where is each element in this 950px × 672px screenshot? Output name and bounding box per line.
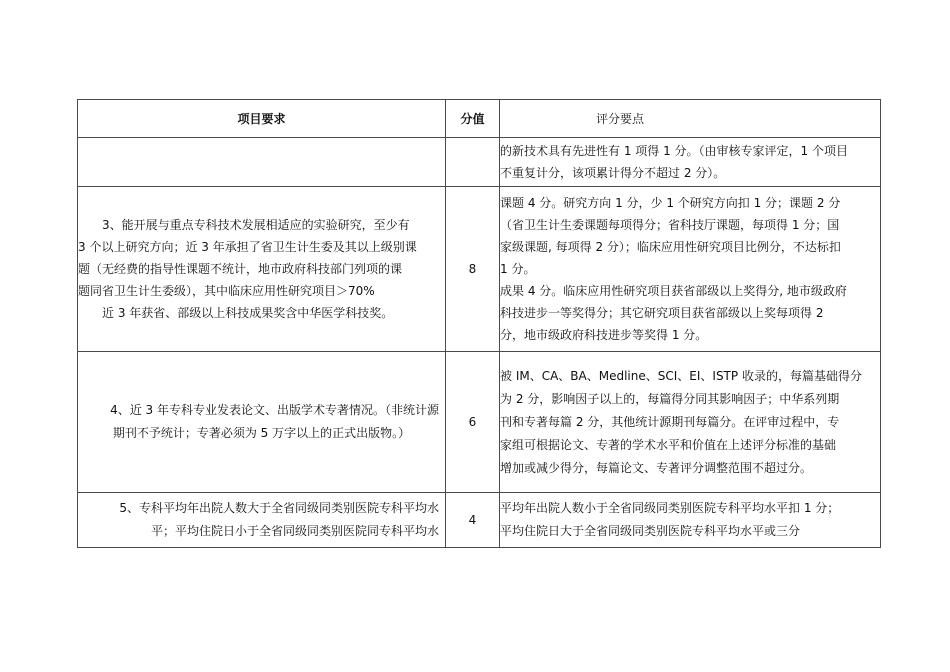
points-line: 不重复计分，该项累计得分不超过 2 分）。	[500, 166, 726, 180]
points-line: 科技进步一等奖得分；其它研究项目获省部级以上奖每项得 2	[500, 306, 824, 320]
requirement-line: 题（无经费的指导性课题不统计，地市政府科技部门列项的课	[78, 262, 403, 276]
points-cell	[500, 138, 881, 187]
score-cell: 6	[446, 352, 500, 493]
table-row	[78, 493, 881, 548]
points-line: 课题 4 分。研究方向 1 分，少 1 个研究方向扣 1 分；课题 2 分	[500, 196, 841, 210]
requirement-line: 近 3 年获省、部级以上科技成果奖含中华医学科技奖。	[102, 306, 394, 320]
points-line: 为 2 分，影响因子以上的，每篇得分同其影响因子；中华系列期	[500, 391, 840, 406]
points-line: 刊和专著每篇 2 分，其他统计源期刊每篇分。在评审过程中，专	[500, 414, 840, 429]
requirement-cell	[78, 138, 446, 187]
requirement-line: 平；平均住院日小于全省同级同类别医院同专科平均水	[150, 524, 439, 538]
requirement-line: 3 个以上研究方向；近 3 年承担了省卫生计生委及其以上级别课	[78, 240, 417, 254]
header-score: 分值	[446, 100, 500, 138]
table-row	[78, 187, 881, 352]
requirement-line: 3、能开展与重点专科技术发展相适应的实验研究，至少有	[102, 218, 410, 232]
points-line: 分，地市级政府科技进步等奖得 1 分。	[500, 328, 708, 342]
table-row	[78, 352, 881, 493]
scoring-table	[77, 99, 881, 548]
points-cell	[500, 187, 881, 352]
points-line: （省卫生计生委课题每项得分；省科技厅课题，每项得 1 分；国	[500, 218, 840, 232]
points-line: 平均年出院人数小于全省同级同类别医院专科平均水平扣 1 分；	[500, 501, 840, 515]
header-requirement: 项目要求	[78, 100, 446, 138]
requirement-line: 4、近 3 年专科专业发表论文、出版学术专著情况。（非统计源	[110, 403, 439, 417]
points-line: 平均住院日大于全省同级同类别医院专科平均水平或三分	[500, 524, 801, 538]
requirement-line: 题同省卫生计生委级），其中临床应用性研究项目＞70%	[78, 284, 375, 298]
points-cell	[500, 352, 881, 493]
points-line: 被 IM、CA、BA、Medline、SCI、EI、ISTP 收录的，每篇基础得分	[500, 368, 862, 383]
table-header-row	[78, 100, 881, 138]
points-line: 成果 4 分。临床应用性研究项目获省部级以上奖得分, 地市级政府	[500, 284, 847, 298]
points-cell	[500, 493, 881, 548]
table-row	[78, 138, 881, 187]
requirement-line: 5、专科平均年出院人数大于全省同级同类别医院专科平均水	[119, 501, 439, 515]
points-line: 家级课题, 每项得 2 分）；临床应用性研究项目比例分，不达标扣	[500, 240, 841, 254]
score-cell: 8	[446, 187, 500, 352]
score-cell: 4	[446, 493, 500, 548]
requirement-line: 期刊不予统计；专著必须为 5 万字以上的正式出版物。）	[112, 426, 411, 440]
header-points: 评分要点	[500, 100, 881, 138]
points-line: 1 分。	[500, 262, 536, 276]
points-line: 的新技术具有先进性有 1 项得 1 分。（由审核专家评定，1 个项目	[500, 144, 848, 158]
points-line: 增加或减少得分，每篇论文、专著评分调整范围不超过分。	[500, 460, 813, 475]
requirement-cell	[78, 493, 446, 548]
points-line: 家组可根据论文、专著的学术水平和价值在上述评分标准的基础	[500, 437, 837, 452]
requirement-cell	[78, 187, 446, 352]
requirement-cell	[78, 352, 446, 493]
score-cell	[446, 138, 500, 187]
